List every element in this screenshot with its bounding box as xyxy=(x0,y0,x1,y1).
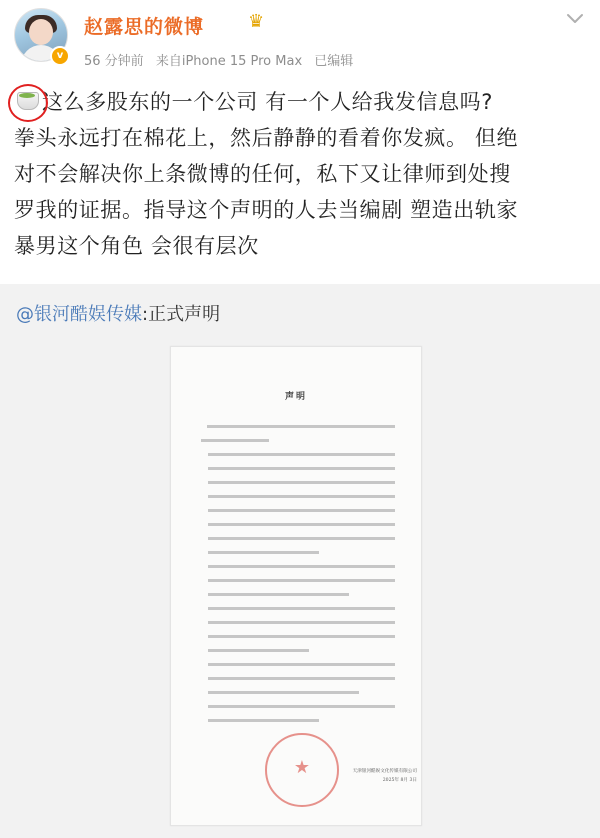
document-text-line xyxy=(208,691,359,694)
document-text-line xyxy=(208,705,395,708)
verified-badge-icon: v xyxy=(50,46,70,66)
post-line-1-text: 这么多股东的一个公司 有一个人给我发信息吗? xyxy=(42,90,494,114)
post-header xyxy=(0,0,600,78)
document-title: 声明 xyxy=(284,392,307,402)
document-text-line xyxy=(208,453,395,456)
author-name[interactable]: 赵露思的微博 xyxy=(84,16,205,38)
document-text-line xyxy=(208,467,395,470)
post-line: 暴男这个角色 会很有层次 xyxy=(14,234,259,258)
post-line: 对不会解决你上条微博的任何，私下又让律师到处搜 xyxy=(14,162,511,186)
document-text-line xyxy=(208,621,395,624)
document-text-line xyxy=(201,439,269,442)
repost-title: :正式声明 xyxy=(142,304,221,325)
post-line: 拳头永远打在棉花上，然后静静的看着你发疯。 但绝 xyxy=(14,126,519,150)
document-text-line xyxy=(208,579,395,582)
document-text-line xyxy=(208,607,395,610)
post-line: 罗我的证据。指导这个声明的人去当编剧 塑造出轨家 xyxy=(14,198,519,222)
document-text-line xyxy=(208,565,395,568)
document-text-line xyxy=(208,509,395,512)
post-time: 56 分钟前 xyxy=(84,54,144,69)
repost-card[interactable] xyxy=(0,284,600,838)
document-text-line xyxy=(208,495,395,498)
signature-date: 2025年 8月 3日 xyxy=(382,778,417,783)
statement-document-image[interactable] xyxy=(170,346,422,826)
document-text-line xyxy=(208,537,395,540)
document-text-line xyxy=(208,593,349,596)
document-signature xyxy=(267,767,417,785)
document-text-line xyxy=(207,425,395,428)
avatar-face xyxy=(29,19,53,45)
document-text-line xyxy=(208,677,395,680)
annotation-circle xyxy=(8,84,48,122)
document-text-line xyxy=(208,481,395,484)
document-text-line xyxy=(208,663,395,666)
document-text-line xyxy=(208,719,319,722)
post-line xyxy=(14,84,590,120)
chevron-down-icon[interactable] xyxy=(564,8,586,30)
document-text-line xyxy=(208,649,309,652)
document-text-line xyxy=(208,523,395,526)
document-text-line xyxy=(208,551,319,554)
post-meta xyxy=(84,50,361,69)
signature-org: 天津银河酷娱文化传媒有限公司 xyxy=(352,769,417,774)
repost-header xyxy=(16,300,220,326)
seal-star-icon: ★ xyxy=(293,757,311,778)
repost-mention-link[interactable]: @银河酷娱传媒 xyxy=(16,304,142,325)
member-crown-icon: ♛ xyxy=(248,11,265,32)
document-text-line xyxy=(208,635,395,638)
post-edited-label[interactable]: 已编辑 xyxy=(314,54,354,69)
post-source: 来自iPhone 15 Pro Max xyxy=(155,54,303,69)
post-body xyxy=(14,84,590,264)
